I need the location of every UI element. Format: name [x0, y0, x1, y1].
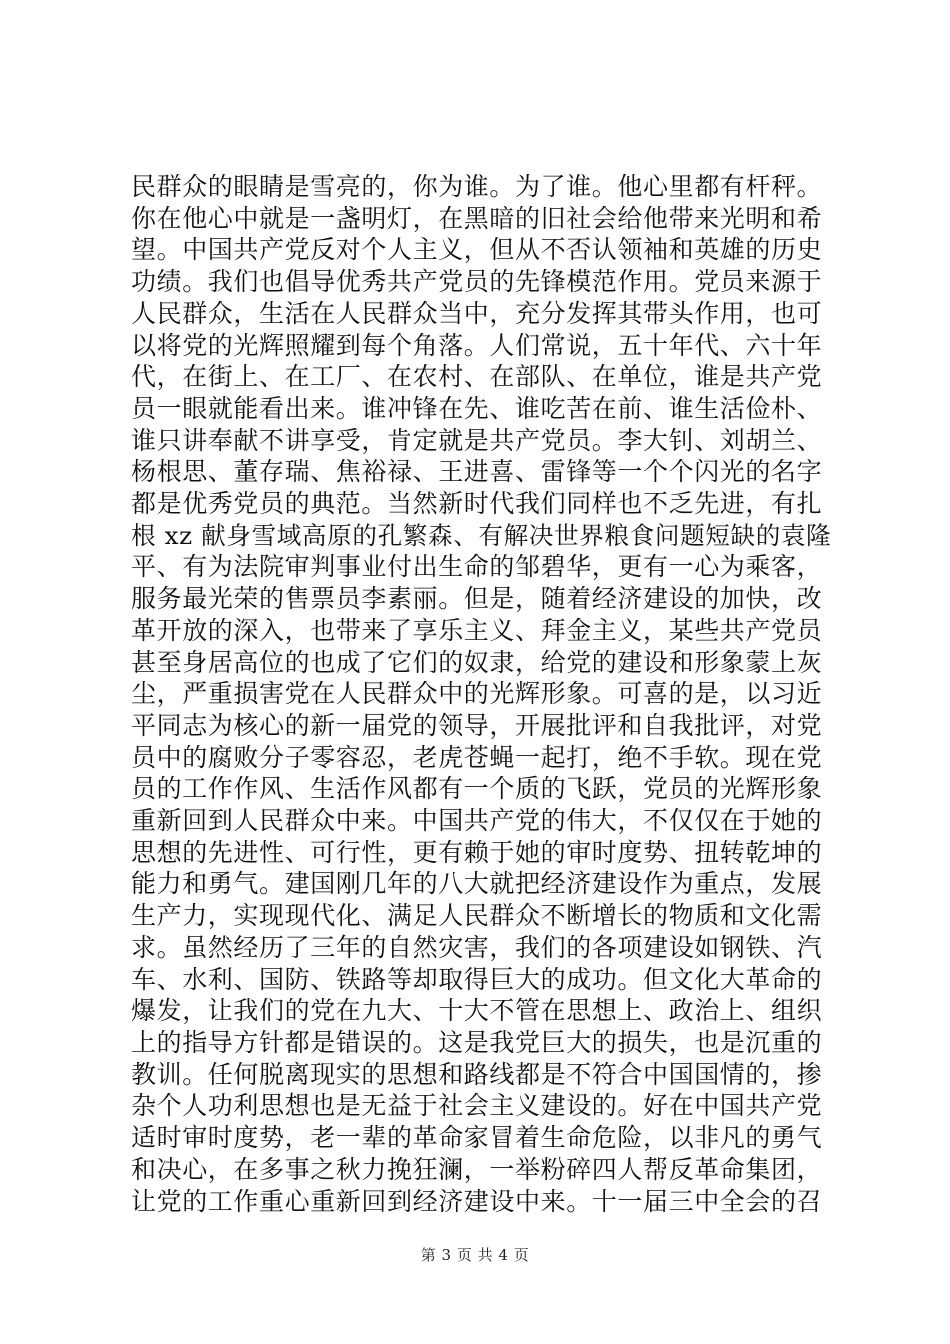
text-line: 适时审时度势，老一辈的革命家冒着生命危险，以非凡的勇气	[131, 1123, 823, 1153]
text-line: 服务最光荣的售票员李素丽。但是，随着经济建设的加快，改	[131, 584, 823, 614]
text-line: 重新回到人民群众中来。中国共产党的伟大，不仅仅在于她的	[131, 806, 823, 836]
page-number-footer: 第 3 页 共 4 页	[420, 1246, 530, 1264]
text-line: 员的工作作风、生活作风都有一个质的飞跃，党员的光辉形象	[131, 774, 823, 804]
text-line: 代，在街上、在工厂、在农村、在部队、在单位，谁是共产党	[131, 362, 823, 392]
text-line: 上的指导方针都是错误的。这是我党巨大的损失，也是沉重的	[131, 1027, 823, 1057]
text-line: 平同志为核心的新一届党的领导，开展批评和自我批评，对党	[131, 710, 823, 740]
text-line: 以将党的光辉照耀到每个角落。人们常说，五十年代、六十年	[131, 330, 823, 360]
text-line: 车、水利、国防、铁路等却取得巨大的成功。但文化大革命的	[131, 964, 823, 994]
text-line: 甚至身居高位的也成了它们的奴隶，给党的建设和形象蒙上灰	[131, 647, 823, 677]
text-line: 生产力，实现现代化、满足人民群众不断增长的物质和文化需	[131, 901, 823, 931]
text-line: 杨根思、董存瑞、焦裕禄、王进喜、雷锋等一个个闪光的名字	[131, 457, 823, 487]
text-line: 爆发，让我们的党在九大、十大不管在思想上、政治上、组织	[131, 996, 823, 1026]
text-line: 你在他心中就是一盏明灯，在黑暗的旧社会给他带来光明和希	[131, 203, 823, 233]
text-line: 民群众的眼睛是雪亮的，你为谁。为了谁。他心里都有杆秤。	[131, 172, 823, 201]
text-line: 平、有为法院审判事业付出生命的邹碧华，更有一心为乘客，	[131, 552, 823, 582]
text-line: 能力和勇气。建国刚几年的八大就把经济建设作为重点，发展	[131, 869, 823, 899]
text-line: 都是优秀党员的典范。当然新时代我们同样也不乏先进，有扎	[131, 489, 823, 519]
text-line: 谁只讲奉献不讲享受，肯定就是共产党员。李大钊、刘胡兰、	[131, 425, 823, 455]
text-line: 员一眼就能看出来。谁冲锋在先、谁吃苦在前、谁生活俭朴、	[131, 393, 823, 423]
text-line: 根 xz 献身雪域高原的孔繁森、有解决世界粮食问题短缺的袁隆	[131, 520, 832, 550]
text-line: 思想的先进性、可行性，更有赖于她的审时度势、扭转乾坤的	[131, 837, 823, 867]
text-line: 功绩。我们也倡导优秀共产党员的先锋模范作用。党员来源于	[131, 267, 823, 297]
text-line: 人民群众，生活在人民群众当中，充分发挥其带头作用，也可	[131, 298, 823, 328]
body-paragraph	[131, 171, 831, 1217]
text-line: 革开放的深入，也带来了享乐主义、拜金主义，某些共产党员	[131, 615, 823, 645]
text-line: 员中的腐败分子零容忍，老虎苍蝇一起打，绝不手软。现在党	[131, 742, 823, 772]
text-line: 尘，严重损害党在人民群众中的光辉形象。可喜的是，以习近	[131, 679, 823, 709]
text-line: 让党的工作重心重新回到经济建设中来。十一届三中全会的召	[131, 1186, 823, 1216]
text-line: 和决心，在多事之秋力挽狂澜，一举粉碎四人帮反革命集团，	[131, 1154, 823, 1184]
text-line: 求。虽然经历了三年的自然灾害，我们的各项建设如钢铁、汽	[131, 932, 823, 962]
text-line: 杂个人功利思想也是无益于社会主义建设的。好在中国共产党	[131, 1091, 823, 1121]
text-line: 望。中国共产党反对个人主义，但从不否认领袖和英雄的历史	[131, 235, 823, 265]
text-line: 教训。任何脱离现实的思想和路线都是不符合中国国情的，掺	[131, 1059, 823, 1089]
